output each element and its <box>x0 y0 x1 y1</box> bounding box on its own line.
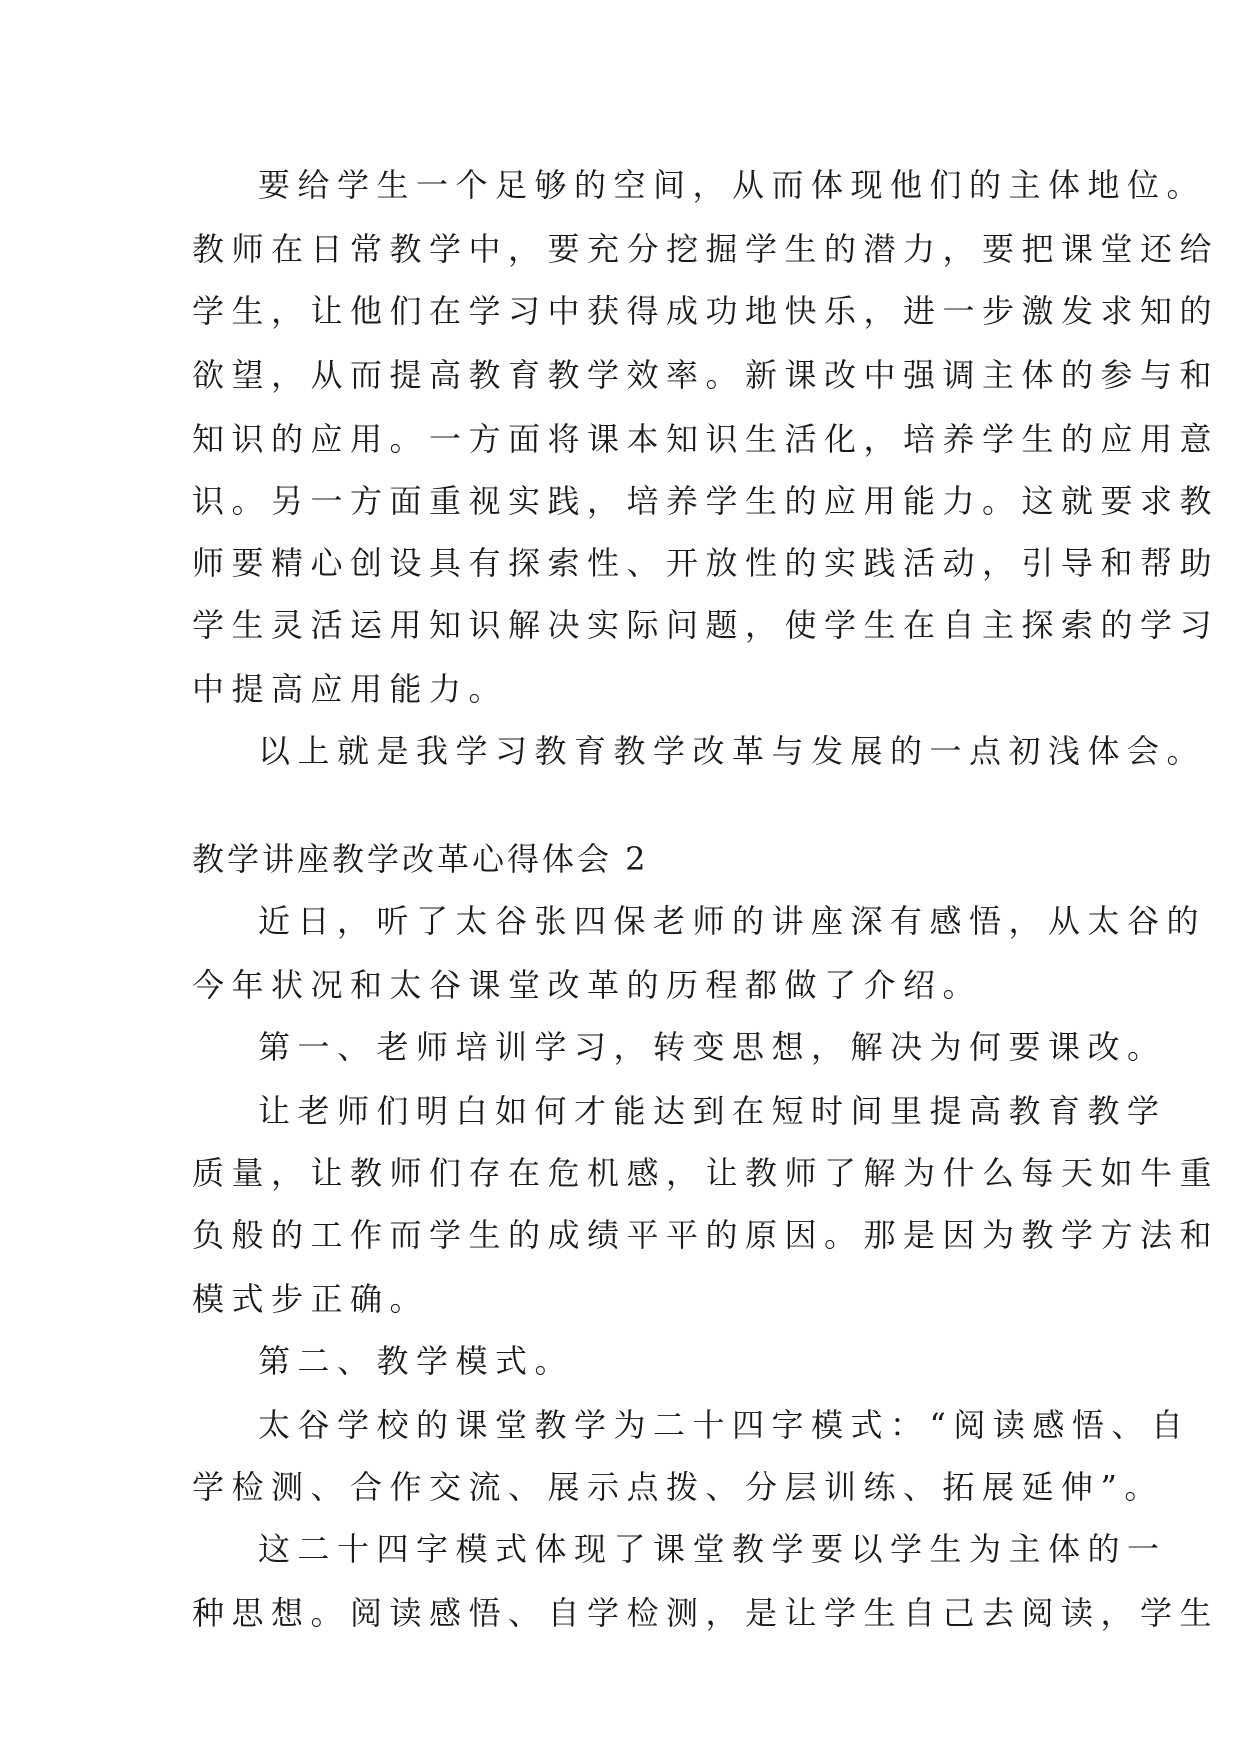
text-line: 以上就是我学习教育教学改革与发展的一点初浅体会。 <box>258 732 1207 770</box>
text-line: 种思想。阅读感悟、自学检测，是让学生自己去阅读，学生 <box>192 1594 1220 1632</box>
text-line: 这二十四字模式体现了课堂教学要以学生为主体的一 <box>258 1530 1167 1568</box>
text-line: 教师在日常教学中，要充分挖掘学生的潜力，要把课堂还给 <box>192 230 1220 268</box>
text-line: 第一、老师培训学习，转变思想，解决为何要课改。 <box>258 1028 1167 1066</box>
text-line: 要给学生一个足够的空间，从而体现他们的主体地位。 <box>258 166 1207 204</box>
text-line: 质量，让教师们存在危机感，让教师了解为什么每天如牛重 <box>192 1154 1220 1192</box>
text-line: 第二、教学模式。 <box>258 1342 575 1380</box>
text-line: 识。另一方面重视实践，培养学生的应用能力。这就要求教 <box>192 482 1220 520</box>
text-line: 学检测、合作交流、展示点拨、分层训练、拓展延伸”。 <box>192 1468 1164 1506</box>
text-line: 今年状况和太谷课堂改革的历程都做了介绍。 <box>192 966 983 1004</box>
text-line: 太谷学校的课堂教学为二十四字模式：“阅读感悟、自 <box>258 1406 1191 1444</box>
text-line: 近日，听了太谷张四保老师的讲座深有感悟，从太谷的 <box>258 902 1207 940</box>
text-line: 负般的工作而学生的成绩平平的原因。那是因为教学方法和 <box>192 1216 1220 1254</box>
text-line: 学生灵活运用知识解决实际问题，使学生在自主探索的学习 <box>192 606 1220 644</box>
text-line: 知识的应用。一方面将课本知识生活化，培养学生的应用意 <box>192 420 1220 458</box>
text-line: 让老师们明白如何才能达到在短时间里提高教育教学 <box>258 1092 1167 1130</box>
text-line: 学生，让他们在学习中获得成功地快乐，进一步激发求知的 <box>192 292 1220 330</box>
text-line: 欲望，从而提高教育教学效率。新课改中强调主体的参与和 <box>192 356 1220 394</box>
section-heading: 教学讲座教学改革心得体会 2 <box>192 840 649 878</box>
text-line: 模式步正确。 <box>192 1280 430 1318</box>
text-line: 中提高应用能力。 <box>192 670 509 708</box>
text-line: 师要精心创设具有探索性、开放性的实践活动，引导和帮助 <box>192 544 1220 582</box>
